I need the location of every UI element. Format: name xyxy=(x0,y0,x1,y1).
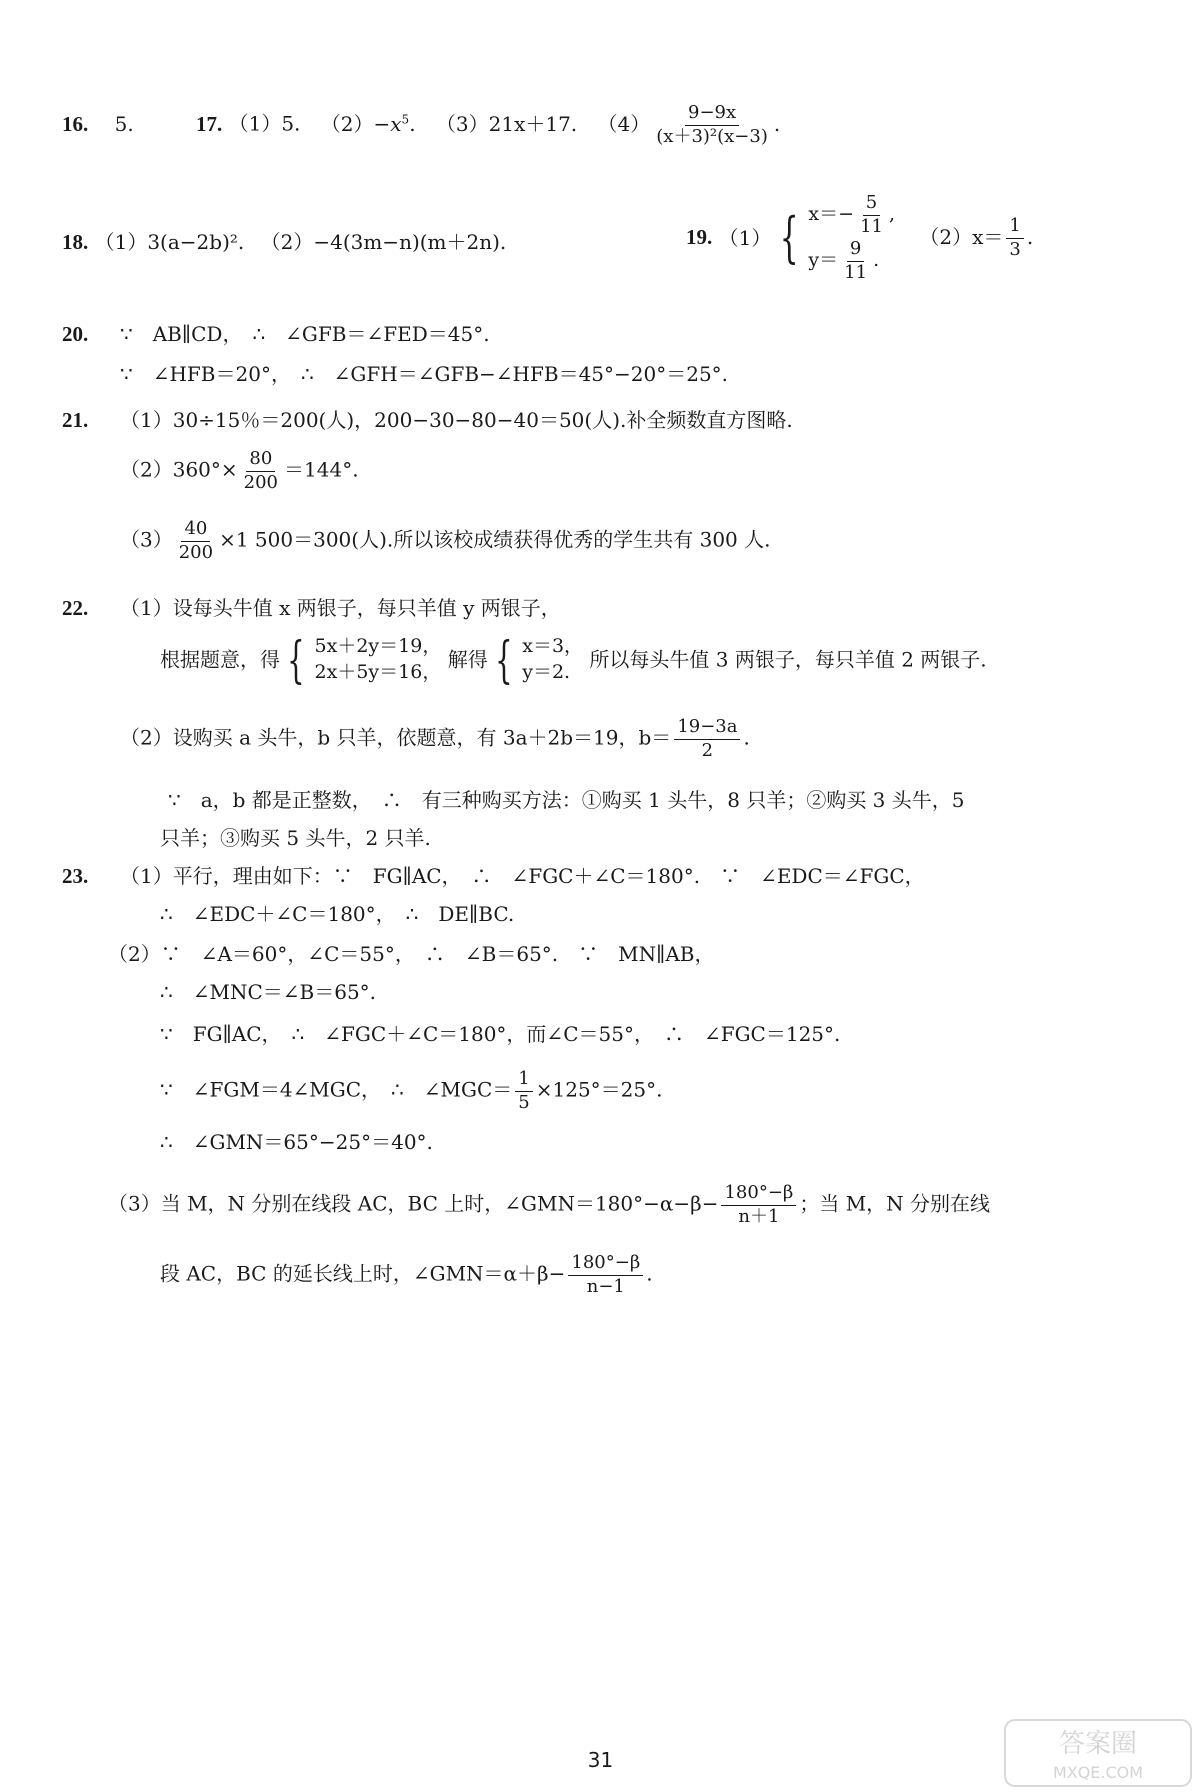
equation-system: 5x＋2y＝19， 2x＋5y＝16， xyxy=(314,635,442,683)
fraction: $\frac{180^\circ-\beta}{n+1}$ xyxy=(721,1182,796,1228)
question-number: 20. xyxy=(62,322,89,346)
fraction: $\frac{80}{200}$ xyxy=(243,448,279,493)
answer-part: （2）−4(3m−n)(m＋2n). xyxy=(260,230,507,254)
q23-line4: ∴ ∠MNC＝∠B＝65°. xyxy=(160,980,377,1004)
question-number: 21. xyxy=(62,408,89,432)
q23-line6: ∵ ∠FGM＝4∠MGC， ∴ ∠MGC＝ $\frac{1}{5}$ ×125°＝25°. xyxy=(160,1068,663,1113)
q22-line2: 根据题意，得 { 5x＋2y＝19， 2x＋5y＝16， 解得 { x＝3， y＝2. 所以每头牛值 3 两银子，每只羊值 2 两银子. xyxy=(160,630,987,689)
q23-line9: 段 AC，BC 的延长线上时，∠GMN＝α＋β− $\frac{180^\circ-\beta}{n-1}$ . xyxy=(160,1252,653,1297)
fraction: $\frac{180^\circ-\beta}{n-1}$ xyxy=(568,1252,643,1298)
watermark-logo xyxy=(1003,1718,1193,1788)
watermark-url: MXQE.COM xyxy=(1052,1763,1144,1782)
q19-line xyxy=(686,192,1033,284)
equation-system xyxy=(808,192,895,284)
question-number: 23. xyxy=(62,864,89,888)
page-number: 31 xyxy=(587,1748,614,1772)
answer-part: （4） $\frac{9-9x}{\text{(x＋3)²(x−3)}}$ . xyxy=(597,102,781,147)
question-number: 22. xyxy=(62,596,89,620)
q21-line1 xyxy=(62,408,793,433)
q23-line7: ∴ ∠GMN＝65°−25°＝40°. xyxy=(160,1130,433,1154)
q23-line8: （3）当 M，N 分别在线段 AC，BC 上时，∠GMN＝180°−α−β− $\frac{180^\circ-\beta}{n+1}$ ；当 M，N 分别在线 xyxy=(108,1182,991,1227)
q22-line1 xyxy=(62,596,561,621)
answer-part: （1）3(a−2b)². xyxy=(94,230,245,254)
q21-line2: （2）360°× $\frac{80}{200}$ ＝144°. xyxy=(120,448,359,493)
q22-line4: ∵ a，b 都是正整数， ∴ 有三种购买方法：①购买 1 头牛，8 只羊；②购买 3 头牛，5 xyxy=(168,788,965,812)
q23-line3: （2）∵ ∠A＝60°，∠C＝55°， ∴ ∠B＝65°. ∵ MN∥AB， xyxy=(108,942,715,966)
answer-text: 5. xyxy=(114,112,134,136)
question-number: 19. xyxy=(686,225,713,250)
fraction: $\frac{19-3a}{2}$ xyxy=(674,716,740,762)
q22-line5: 只羊；③购买 5 头牛，2 只羊. xyxy=(160,826,431,850)
solution-system: x＝3， y＝2. xyxy=(522,635,584,683)
answer-text: ∵ AB∥CD， ∴ ∠GFB＝∠FED＝45°. xyxy=(120,322,490,346)
system-brace: { xyxy=(779,206,799,269)
q21-line3: （3） $\frac{40}{200}$ ×1 500＝300(人).所以该校成绩获得优秀的学生共有 300 人. xyxy=(120,518,771,563)
question-number: 18. xyxy=(62,230,89,254)
q16-line xyxy=(62,112,134,137)
answer-text: （1）30÷15％＝200(人)，200−30−80−40＝50(人).补全频数直方图略. xyxy=(120,408,793,432)
q20-line2 xyxy=(120,362,728,386)
watermark-text: 答案圈 xyxy=(1058,1729,1138,1759)
answer-part: （1）5. xyxy=(228,111,301,136)
fraction: $\frac{9-9x}{\text{(x＋3)²(x−3)}}$ xyxy=(656,102,768,147)
q20-line1 xyxy=(62,322,490,347)
answer-text: ∵ ∠HFB＝20°， ∴ ∠GFH＝∠GFB−∠HFB＝45°−20°＝25°. xyxy=(120,362,729,386)
answer-part: （1） xyxy=(718,226,772,250)
q23-line1: 23. （1）平行，理由如下：∵ FG∥AC， ∴ ∠FGC＋∠C＝180°. ∵ ∠EDC＝∠FGC， xyxy=(62,864,925,888)
equation-y: y＝ $\frac{9}{11}$ . xyxy=(808,238,880,283)
q23-line2: ∴ ∠EDC＋∠C＝180°， ∴ DE∥BC. xyxy=(160,902,515,926)
question-number: 17. xyxy=(196,111,223,136)
equation-x: x＝− $\frac{5}{11}$ , xyxy=(808,192,896,237)
answer-part: （2）x＝ $\frac{1}{3}$ . xyxy=(919,215,1034,260)
question-number: 16. xyxy=(62,112,89,136)
fraction: $\frac{40}{200}$ xyxy=(178,518,214,563)
q23-line5: ∵ FG∥AC， ∴ ∠FGC＋∠C＝180°，而∠C＝55°， ∴ ∠FGC＝125°. xyxy=(160,1022,841,1046)
q17-line xyxy=(196,102,780,148)
answer-part: $(2)-x^5$. xyxy=(320,111,416,136)
answer-text: （1）设每头牛值 x 两银子，每只羊值 y 两银子， xyxy=(120,596,561,620)
answer-part: （3）21x＋17. xyxy=(435,111,578,136)
fraction: $\frac{1}{5}$ xyxy=(515,1068,532,1114)
q18-line xyxy=(62,230,506,255)
q22-line3: （2）设购买 a 头牛，b 只羊，依题意，有 3a＋2b＝19，b＝ $\frac{19-3a}{2}$ . xyxy=(120,716,750,761)
